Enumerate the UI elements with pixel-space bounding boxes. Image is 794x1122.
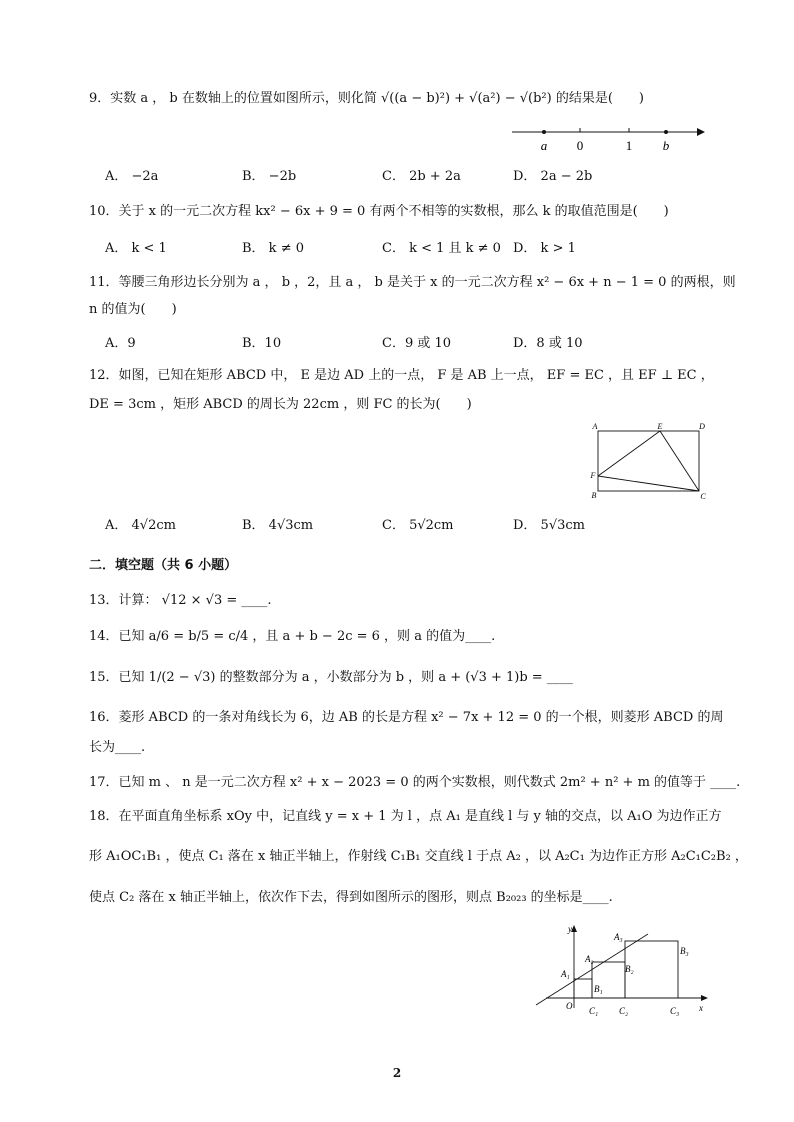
fig18-label-b1: B₁: [594, 984, 603, 994]
numberline-label-b: b: [662, 138, 670, 153]
fig18-label-c2: C₂: [619, 1006, 629, 1016]
q10-option-a[interactable]: A． k < 1: [105, 241, 167, 256]
q9-text: 9．实数 a ， b 在数轴上的位置如图所示，则化简 √((a − b)²) + √(a²) − √(b²) 的结果是( ): [89, 91, 644, 106]
fig18-label-o: O: [566, 1001, 573, 1011]
q12-option-b[interactable]: B． 4√3cm: [242, 518, 314, 533]
fig12-label-b: B: [591, 491, 597, 500]
q18-text-line1: 18．在平面直角坐标系 xOy 中，记直线 y = x + 1 为 l ，点 A₁ 是直线 l 与 y 轴的交点，以 A₁O 为边作正方: [89, 809, 722, 824]
page-number: 2: [392, 1066, 402, 1080]
fig18-label-a3: A₃: [614, 932, 623, 942]
q10-option-c[interactable]: C． k < 1 且 k ≠ 0: [382, 241, 501, 256]
q18-text-line3: 使点 C₂ 落在 x 轴正半轴上，依次作下去，得到如图所示的图形，则点 B₂₀₂₃ 的坐标是____.: [89, 890, 613, 905]
q18-text-line2: 形 A₁OC₁B₁ ，使点 C₁ 落在 x 轴正半轴上，作射线 C₁B₁ 交直线 l 于点 A₂ ，以 A₂C₁ 为边作正方形 A₂C₁C₂B₂ ，: [89, 849, 748, 864]
square-sequence-figure: [528, 922, 718, 1022]
numberline-label-0: 0: [576, 138, 584, 153]
q16-text-line2: 长为____.: [89, 740, 146, 755]
fig18-label-b3: B₃: [680, 946, 689, 956]
q12-option-c[interactable]: C． 5√2cm: [382, 518, 454, 533]
fig18-label-y: y: [568, 924, 572, 934]
q9-option-c[interactable]: C． 2b + 2a: [382, 169, 461, 184]
q11-option-b[interactable]: B．10: [242, 336, 282, 351]
fig12-label-e: E: [657, 422, 663, 431]
fig18-label-a1: A₁: [561, 969, 570, 979]
numberline-label-a: a: [540, 138, 548, 153]
q9-option-b[interactable]: B． −2b: [242, 169, 297, 184]
q9-option-a[interactable]: A． −2a: [105, 169, 159, 184]
q15-text: 15．已知 1/(2 − √3) 的整数部分为 a ，小数部分为 b ，则 a + (√3 + 1)b = ____: [89, 670, 573, 685]
fig12-label-f: F: [590, 471, 596, 480]
fig18-label-a2: A₂: [585, 954, 594, 964]
q11-text-line2: n 的值为( ): [89, 302, 177, 317]
q17-text: 17．已知 m 、 n 是一元二次方程 x² + x − 2023 = 0 的两个实数根，则代数式 2m² + n² + m 的值等于 ____.: [89, 775, 741, 790]
q11-text-line1: 11．等腰三角形边长分别为 a ， b ，2，且 a ， b 是关于 x 的一元二次方程 x² − 6x + n − 1 = 0 的两根，则: [89, 275, 736, 290]
q12-option-a[interactable]: A． 4√2cm: [105, 518, 176, 533]
fig12-label-c: C: [700, 492, 706, 501]
q11-option-c[interactable]: C．9 或 10: [382, 336, 452, 351]
q10-option-b[interactable]: B． k ≠ 0: [242, 241, 304, 256]
q16-text-line1: 16．菱形 ABCD 的一条对角线长为 6，边 AB 的长是方程 x² − 7x + 12 = 0 的一个根，则菱形 ABCD 的周: [89, 710, 724, 725]
fig18-label-b2: B₂: [625, 964, 634, 974]
rectangle-figure: [588, 420, 713, 502]
q13-text: 13．计算： √12 × √3 = ____.: [89, 593, 272, 608]
fig12-label-d: D: [699, 422, 705, 431]
fig18-label-c3: C₃: [670, 1006, 680, 1016]
fig18-label-x: x: [699, 1003, 703, 1013]
q11-option-a[interactable]: A．9: [105, 336, 136, 351]
q14-text: 14．已知 a/6 = b/5 = c/4 ，且 a + b − 2c = 6 ，则 a 的值为____.: [89, 629, 496, 644]
q12-text-line1: 12．如图，已知在矩形 ABCD 中， E 是边 AD 上的一点， F 是 AB 上一点， EF = EC ，且 EF ⊥ EC ，: [89, 368, 714, 383]
q11-option-d[interactable]: D．8 或 10: [513, 336, 583, 351]
q10-option-d[interactable]: D． k > 1: [513, 241, 576, 256]
q12-text-line2: DE = 3cm ，矩形 ABCD 的周长为 22cm ，则 FC 的长为( ): [89, 397, 472, 412]
numberline-label-1: 1: [625, 138, 633, 153]
fig18-label-c1: C₁: [589, 1006, 599, 1016]
fig12-label-a: A: [592, 422, 598, 431]
q12-option-d[interactable]: D． 5√3cm: [513, 518, 585, 533]
q9-option-d[interactable]: D． 2a − 2b: [513, 169, 593, 184]
number-line-figure: [508, 120, 713, 156]
section-heading-fill-in: 二．填空题（共 6 小题）: [89, 558, 238, 573]
q10-text: 10．关于 x 的一元二次方程 kx² − 6x + 9 = 0 有两个不相等的实数根，那么 k 的取值范围是( ): [89, 204, 669, 219]
